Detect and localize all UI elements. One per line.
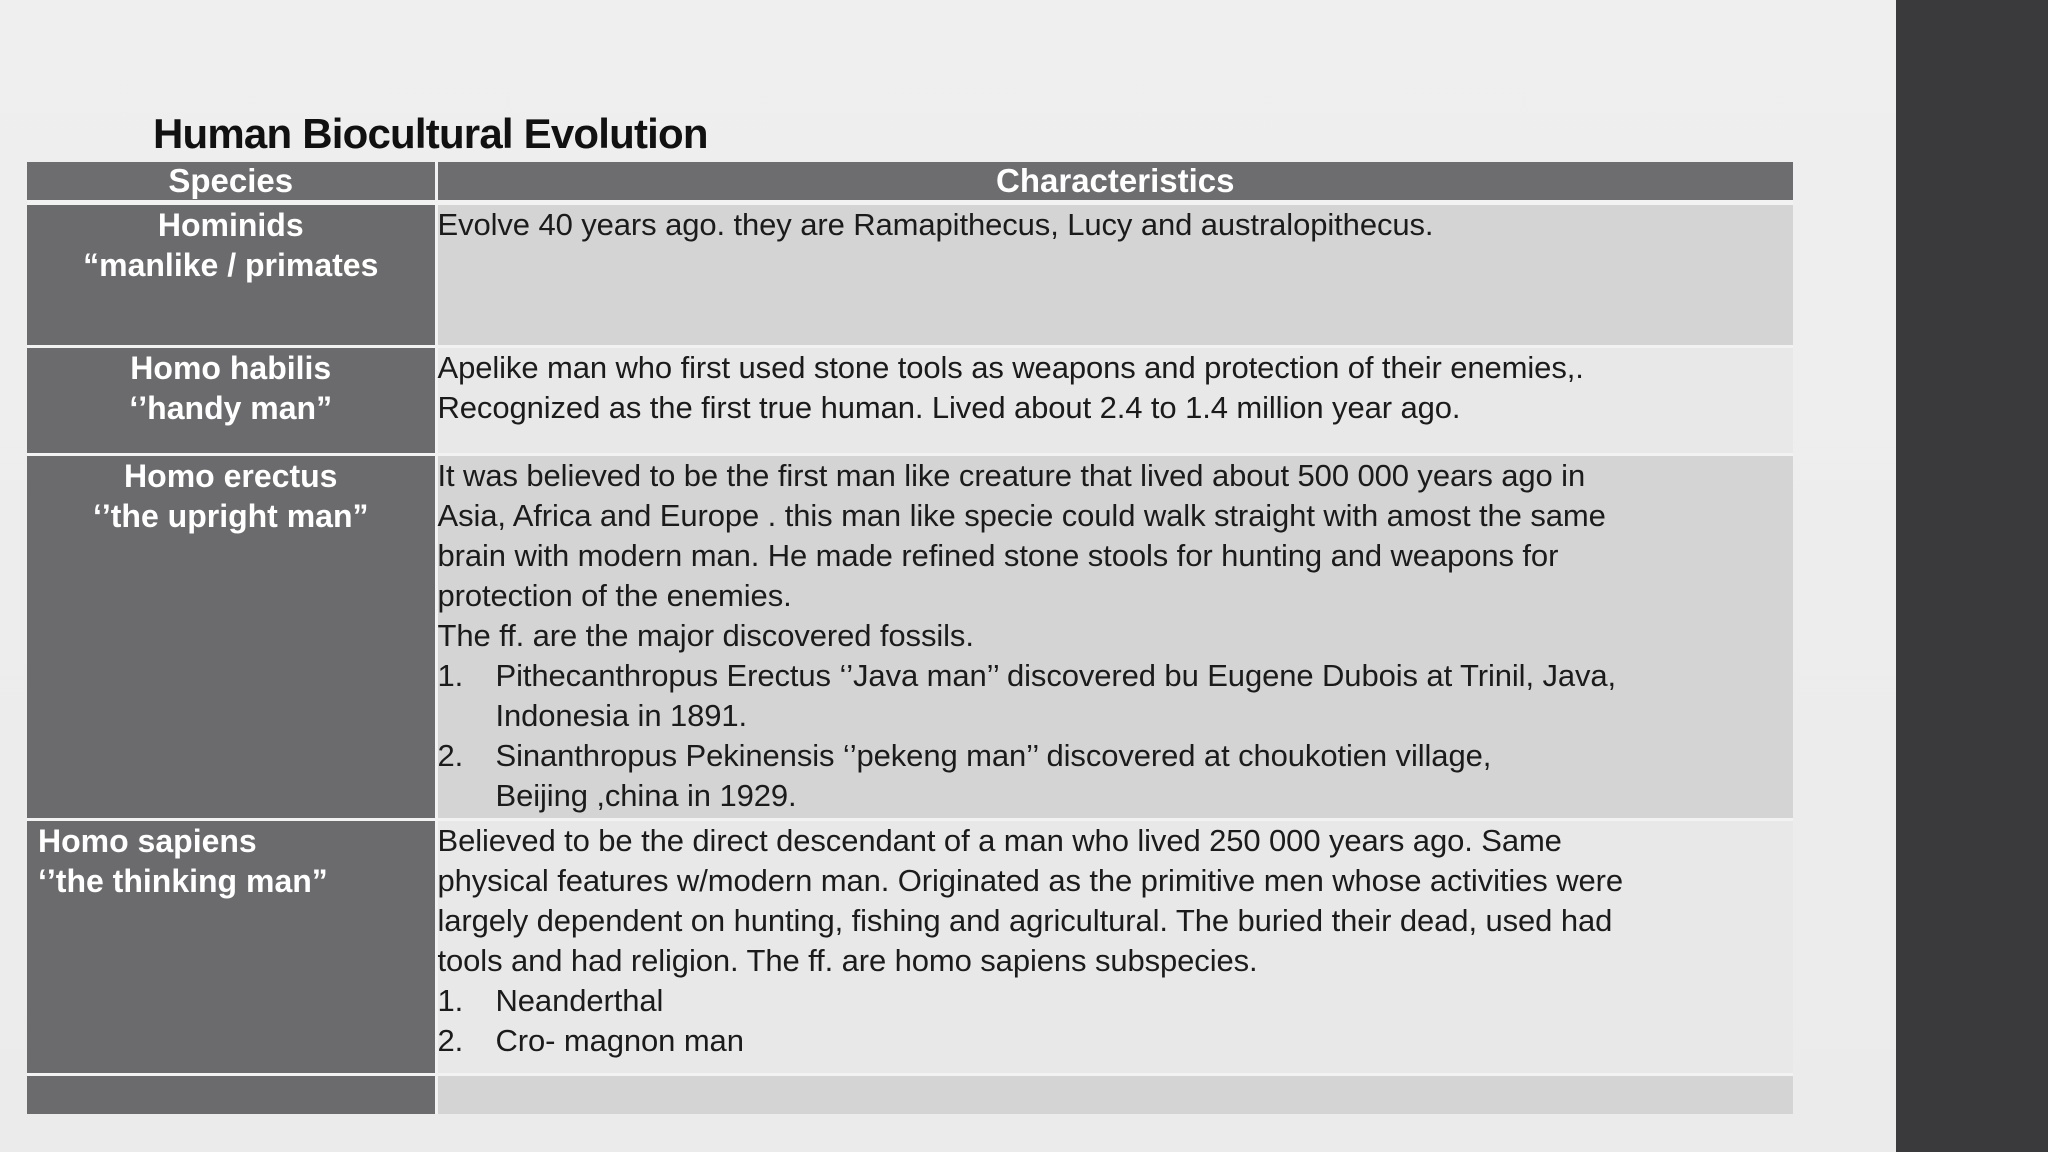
list-number: 1. (437, 983, 464, 1018)
characteristics-text: Recognized as the first true human. Lived about 2.4 to 1.4 million year ago. (437, 390, 1461, 425)
list-item-text: Cro- magnon man (495, 1023, 744, 1058)
species-nickname: ‘’the thinking man” (38, 863, 328, 899)
list-item (438, 656, 1794, 736)
characteristics-text: protection of the enemies. (437, 578, 792, 613)
table-row (27, 820, 1793, 1075)
list-item-text: Pithecanthropus Erectus ‘’Java man’’ discovered bu Eugene Dubois at Trinil, Java, (495, 658, 1617, 693)
evolution-table (27, 162, 1793, 1114)
species-nickname: ‘’the upright man” (92, 498, 369, 534)
list-item (438, 981, 1794, 1021)
fossil-list (438, 656, 1794, 816)
list-item-text: Indonesia in 1891. (495, 698, 748, 733)
characteristics-cell (436, 203, 1793, 347)
list-number: 2. (437, 1023, 464, 1058)
species-name: Homo sapiens (38, 823, 257, 859)
slide-title: Human Biocultural Evolution (153, 110, 708, 157)
characteristics-text: It was believed to be the first man like creature that lived about 500 000 years ago in (437, 458, 1586, 493)
list-item (438, 736, 1794, 816)
side-panel (1896, 0, 2048, 1152)
table-header-row (27, 162, 1793, 203)
species-name: Homo habilis (130, 350, 332, 386)
table-row (27, 347, 1793, 455)
characteristics-text: Asia, Africa and Europe . this man like specie could walk straight with amost the same (437, 498, 1606, 533)
species-cell (27, 820, 436, 1075)
characteristics-text: The ff. are the major discovered fossils. (437, 618, 974, 653)
table-row (27, 455, 1793, 820)
list-item (438, 1021, 1794, 1061)
species-name: Homo erectus (124, 458, 338, 494)
species-name: Hominids (157, 207, 304, 243)
table-row (27, 203, 1793, 347)
list-item-text: Beijing ,china in 1929. (495, 778, 797, 813)
table-row-empty (27, 1075, 1793, 1115)
species-nickname: ‘’handy man” (129, 390, 333, 426)
characteristics-text: largely dependent on hunting, fishing and agricultural. The buried their dead, used had (437, 903, 1613, 938)
species-cell (27, 455, 436, 820)
list-number: 1. (437, 658, 464, 693)
list-item-text: Neanderthal (495, 983, 664, 1018)
characteristics-cell-empty (436, 1075, 1793, 1115)
characteristics-text: tools and had religion. The ff. are homo sapiens subspecies. (437, 943, 1258, 978)
list-number: 2. (437, 738, 464, 773)
characteristics-cell (436, 347, 1793, 455)
subspecies-list (438, 981, 1794, 1061)
characteristics-text: Apelike man who first used stone tools as weapons and protection of their enemies,. (437, 350, 1584, 385)
characteristics-cell (436, 455, 1793, 820)
characteristics-cell (436, 820, 1793, 1075)
characteristics-text: Evolve 40 years ago. they are Ramapithecus, Lucy and australopithecus. (437, 207, 1434, 242)
species-cell (27, 347, 436, 455)
header-characteristics: Characteristics (436, 162, 1793, 203)
characteristics-text: brain with modern man. He made refined stone stools for hunting and weapons for (437, 538, 1559, 573)
list-item-text: Sinanthropus Pekinensis ‘’pekeng man’’ discovered at choukotien village, (495, 738, 1492, 773)
characteristics-text: physical features w/modern man. Originated as the primitive men whose activities were (437, 863, 1624, 898)
species-nickname: “manlike / primates (83, 247, 379, 283)
species-cell (27, 203, 436, 347)
characteristics-text: Believed to be the direct descendant of a man who lived 250 000 years ago. Same (437, 823, 1562, 858)
header-species: Species (27, 162, 436, 203)
species-cell-empty (27, 1075, 436, 1115)
